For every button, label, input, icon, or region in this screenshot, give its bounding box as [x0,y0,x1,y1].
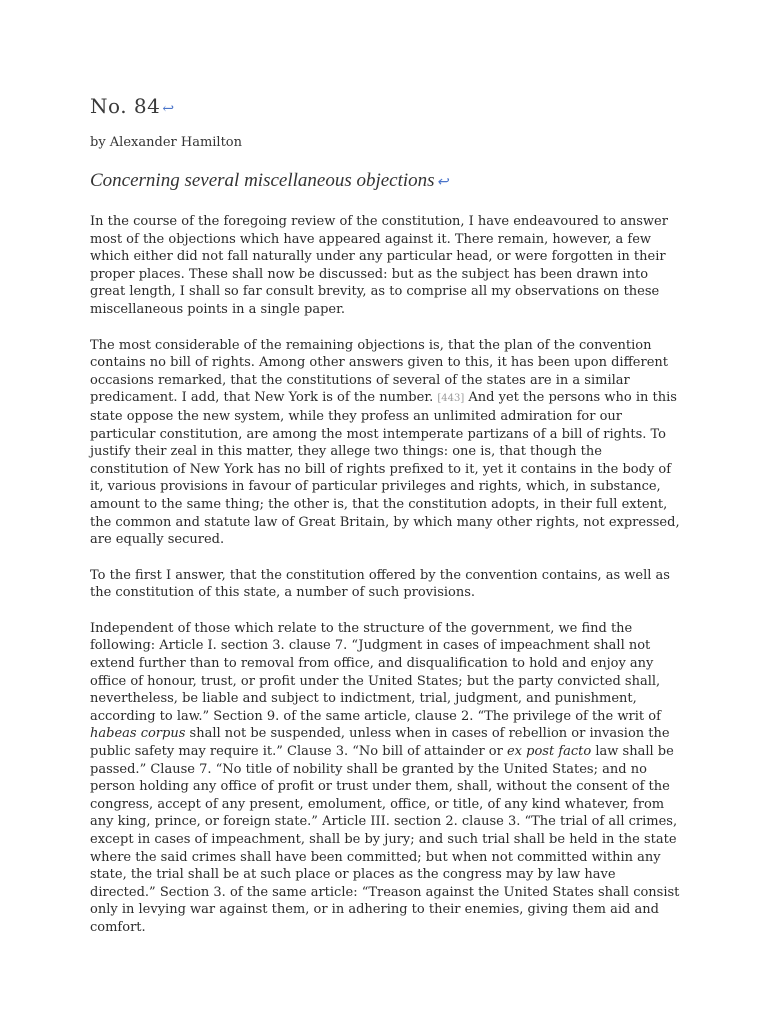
chapter-number: No. 84 [90,94,161,118]
paragraph-2-part-b: And yet the persons who in this state oppose the new system, while they profess an unlimited admiration for our particular constitution, are among the most intemperate partizans of a bill of rights. To justify their zeal in this matter, they allege two things: one is, that though the constitution of New York has no bill of rights prefixed to it, yet it contains in the body of it, various provisions in favour of particular privileges and rights, which, in substance, amount to the same thing; the other is, that the constitution adopts, in their full extent, the common and statute law of Great Britain, by which many other rights, not expressed, are equally secured. [90,390,680,548]
paragraph-1: In the course of the foregoing review of the constitution, I have endeavoured to answer most of the objections which have appeared against it. There remain, however, a few which either did not fall naturally under any particular head, or were forgotten in their proper places. These shall now be discussed: but as the subject has been drawn into great length, I shall so far consult brevity, as to comprise all my observations on these miscellaneous points in a single paper. [90,214,668,317]
subtitle-backlink-icon[interactable]: ↩ [436,175,449,190]
ex-post-facto-term: ex post facto [506,744,592,760]
habeas-corpus-term: habeas corpus [90,726,186,742]
paragraph-4-part-c: law shall be passed.” Clause 7. “No title of nobility shall be granted by the United States; and no person holding any office of profit or trust under them, shall, without the consent of the congress, accept of any present, emolument, office, or title, of any kind whatever, from any king, prince, or foreign state.” Article III. section 2. clause 3. “The trial of all crimes, except in cases of impeachment, shall be by jury; and such trial shall be held in the state where the said crimes shall have been committed; but when not committed within any state, the trial shall be at such place or places as the congress may by law have directed.” Section 3. of the same article: “Treason against the United States shall consist only in levying war against them, or in adhering to their enemies, giving them aid and comfort. [90,744,680,935]
chapter-title [90,94,175,118]
chapter-backlink-icon[interactable]: ↩ [162,101,175,117]
subtitle-text: Concerning several miscellaneous objections [90,170,435,191]
body-text [90,213,680,955]
paragraph-2-part-a: The most considerable of the remaining objections is, that the plan of the convention contains no bill of rights. Among other answers given to this, it has been upon different occasions remarked, that the constitutions of several of the states are in a similar predicament. I add, that New York is of the number. [90,337,668,406]
page-reference[interactable]: [443] [437,393,465,405]
paragraph-2 [90,337,680,549]
paragraph-4-part-a: Independent of those which relate to the structure of the government, we find the following: Article I. section 3. clause 7. “Judgment in cases of impeachment shall not extend further than to removal from office, and disqualification to hold and enjoy any office of honour, trust, or profit under the United States; but the party convicted shall, nevertheless, be liable and subject to indictment, trial, judgment, and punishment, according to law.” Section 9. of the same article, clause 2. “The privilege of the writ of [90,620,661,724]
byline: by Alexander Hamilton [90,135,243,150]
subtitle [90,170,448,192]
paragraph-3: To the first I answer, that the constitution offered by the convention contains, as well as the constitution of this state, a number of such provisions. [90,567,670,601]
paragraph-4 [90,620,680,937]
paragraph-4-part-b: shall not be suspended, unless when in cases of rebellion or invasion the public safety may require it.” Clause 3. “No bill of attainder or [90,726,670,760]
